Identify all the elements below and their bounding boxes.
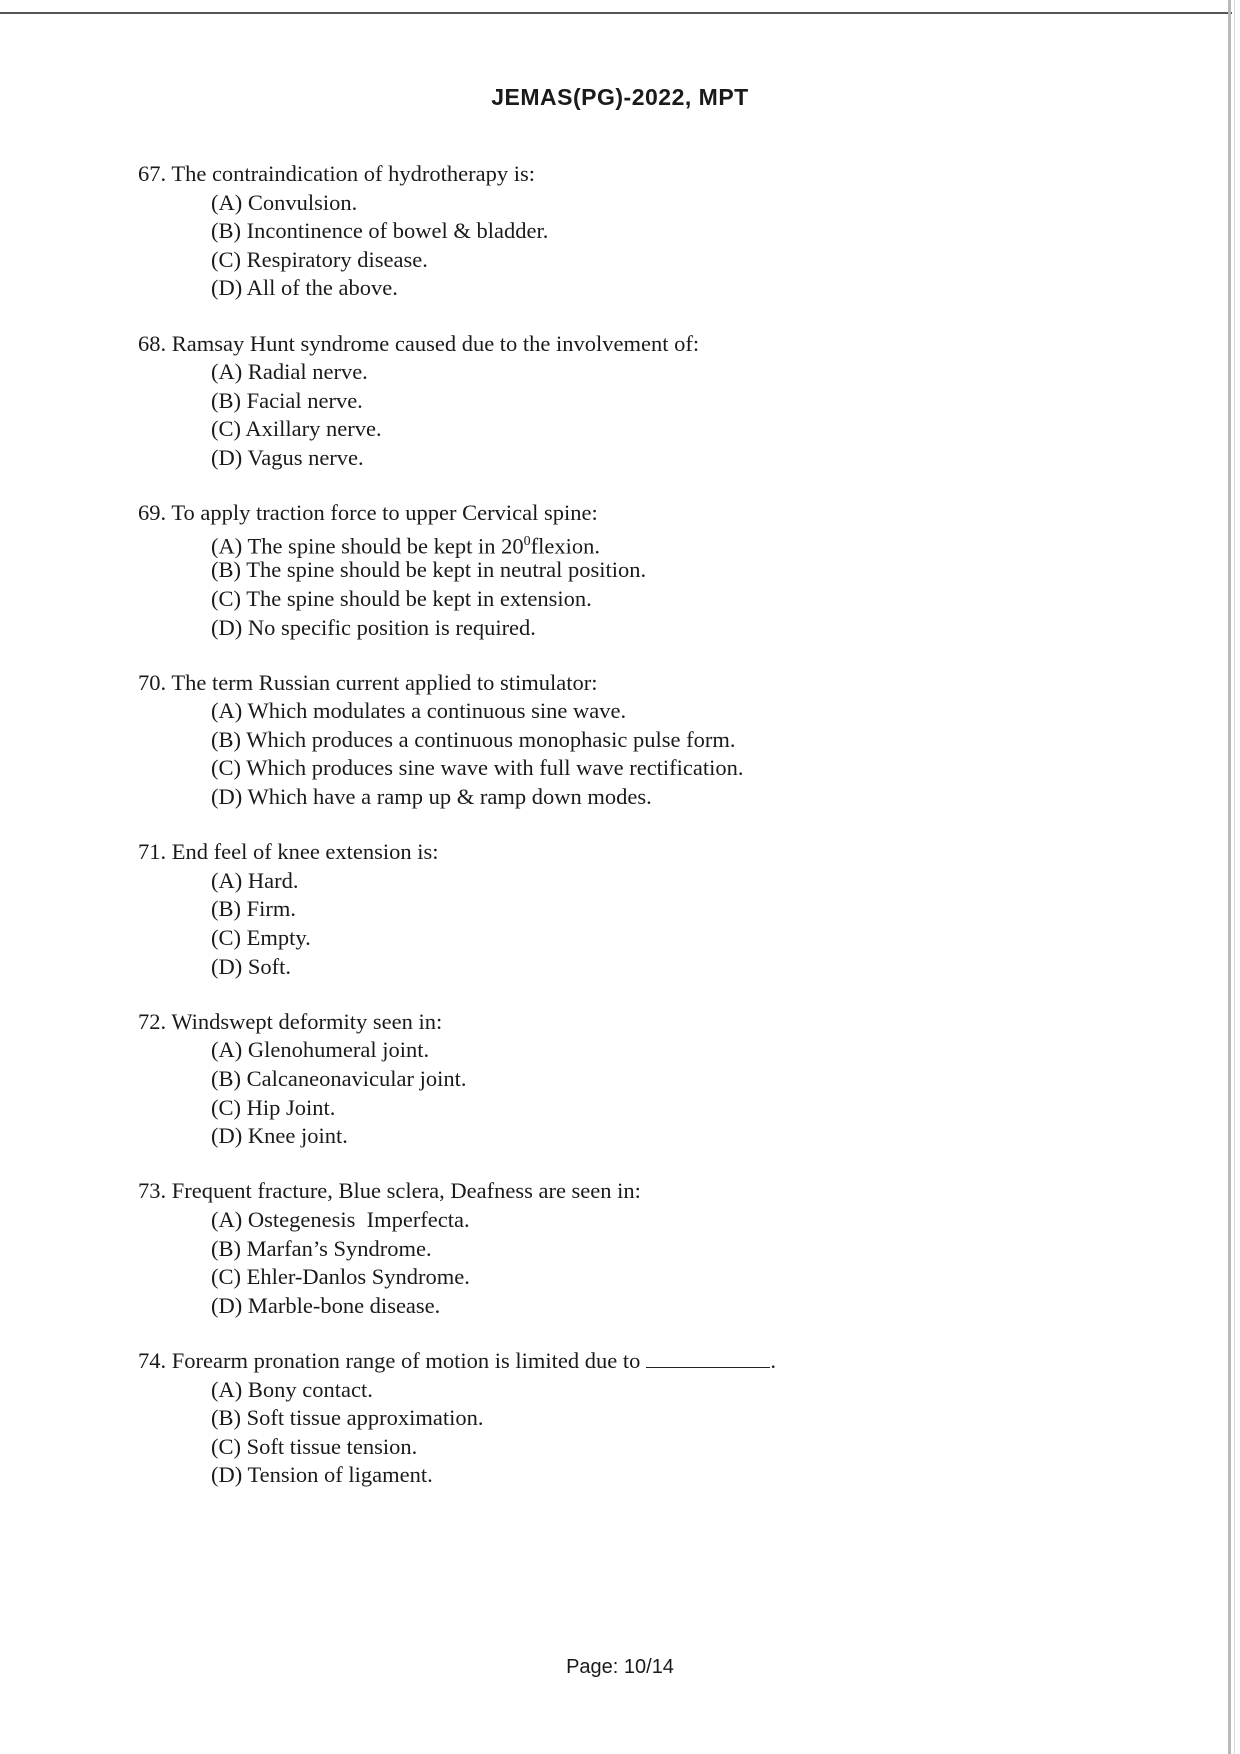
option-a: (A) Which modulates a continuous sine wave. — [211, 698, 627, 724]
scan-edge — [1228, 0, 1231, 1754]
option-a: (A) Ostegenesis Imperfecta. — [211, 1206, 470, 1232]
question-69 — [138, 499, 1118, 642]
option-d: (D) No specific position is required. — [211, 614, 536, 640]
option-a: (A) Radial nerve. — [211, 359, 368, 385]
option-c: (C) Ehler-Danlos Syndrome. — [211, 1264, 470, 1290]
question-text: 72. Windswept deformity seen in: — [138, 1008, 443, 1034]
question-text-main: 74. Forearm pronation range of motion is limited due to — [138, 1347, 641, 1373]
question-text: 73. Frequent fracture, Blue sclera, Deafness are seen in: — [138, 1178, 641, 1204]
question-74 — [138, 1347, 1118, 1490]
option-b: (B) Incontinence of bowel & bladder. — [211, 218, 549, 244]
question-70 — [138, 669, 1118, 812]
degree-superscript: 0 — [523, 533, 531, 549]
option-d: (D) Vagus nerve. — [211, 444, 364, 470]
question-text-tail: . — [770, 1347, 777, 1373]
question-text: 67. The contraindication of hydrotherapy is: — [138, 161, 535, 186]
question-73 — [138, 1177, 1118, 1320]
option-b: (B) Facial nerve. — [211, 387, 363, 413]
question-text — [138, 1347, 1118, 1376]
option-d: (D) All of the above. — [211, 275, 398, 301]
option-a — [211, 528, 1118, 557]
option-b: (B) Firm. — [211, 896, 297, 922]
option-a: (A) Glenohumeral joint. — [211, 1037, 430, 1063]
scan-edge-inner — [1234, 0, 1235, 1754]
question-text: 69. To apply traction force to upper Cervical spine: — [138, 500, 598, 526]
option-b: (B) The spine should be kept in neutral position. — [211, 557, 647, 583]
option-b: (B) Marfan’s Syndrome. — [211, 1235, 432, 1261]
option-d: (D) Marble-bone disease. — [211, 1292, 441, 1318]
option-d: (D) Tension of ligament. — [211, 1462, 433, 1488]
page-number: Page: 10/14 — [566, 1656, 674, 1678]
option-c: (C) Soft tissue tension. — [211, 1433, 418, 1459]
option-d: (D) Which have a ramp up & ramp down modes. — [211, 784, 652, 810]
option-b: (B) Which produces a continuous monophasic pulse form. — [211, 726, 736, 752]
answer-blank — [646, 1347, 770, 1368]
option-d: (D) Soft. — [211, 953, 291, 979]
option-c: (C) Hip Joint. — [211, 1094, 336, 1120]
question-67 — [138, 160, 1118, 303]
option-c: (C) Respiratory disease. — [211, 246, 428, 272]
page-header: JEMAS(PG)-2022, MPT — [491, 84, 749, 110]
option-c: (C) Which produces sine wave with full wave rectification. — [211, 755, 744, 781]
option-c: (C) Empty. — [211, 925, 311, 951]
option-a: (A) Hard. — [211, 867, 299, 893]
question-text: 68. Ramsay Hunt syndrome caused due to the involvement of: — [138, 330, 700, 356]
question-68 — [138, 330, 1118, 473]
option-c: (C) Axillary nerve. — [211, 416, 382, 442]
option-a-text: (A) The spine should be kept in 20 — [211, 533, 524, 559]
option-d: (D) Knee joint. — [211, 1123, 348, 1149]
question-text: 71. End feel of knee extension is: — [138, 839, 439, 865]
question-72 — [138, 1008, 1118, 1151]
top-border-line — [0, 12, 1232, 14]
question-71 — [138, 838, 1118, 981]
option-c: (C) The spine should be kept in extension. — [211, 585, 592, 611]
option-a: (A) Bony contact. — [211, 1376, 373, 1402]
option-a: (A) Convulsion. — [211, 189, 358, 215]
option-b: (B) Soft tissue approximation. — [211, 1405, 484, 1431]
question-list — [138, 160, 1118, 1517]
option-b: (B) Calcaneonavicular joint. — [211, 1066, 467, 1091]
option-a-tail: flexion. — [530, 533, 601, 559]
question-text: 70. The term Russian current applied to stimulator: — [138, 669, 598, 695]
